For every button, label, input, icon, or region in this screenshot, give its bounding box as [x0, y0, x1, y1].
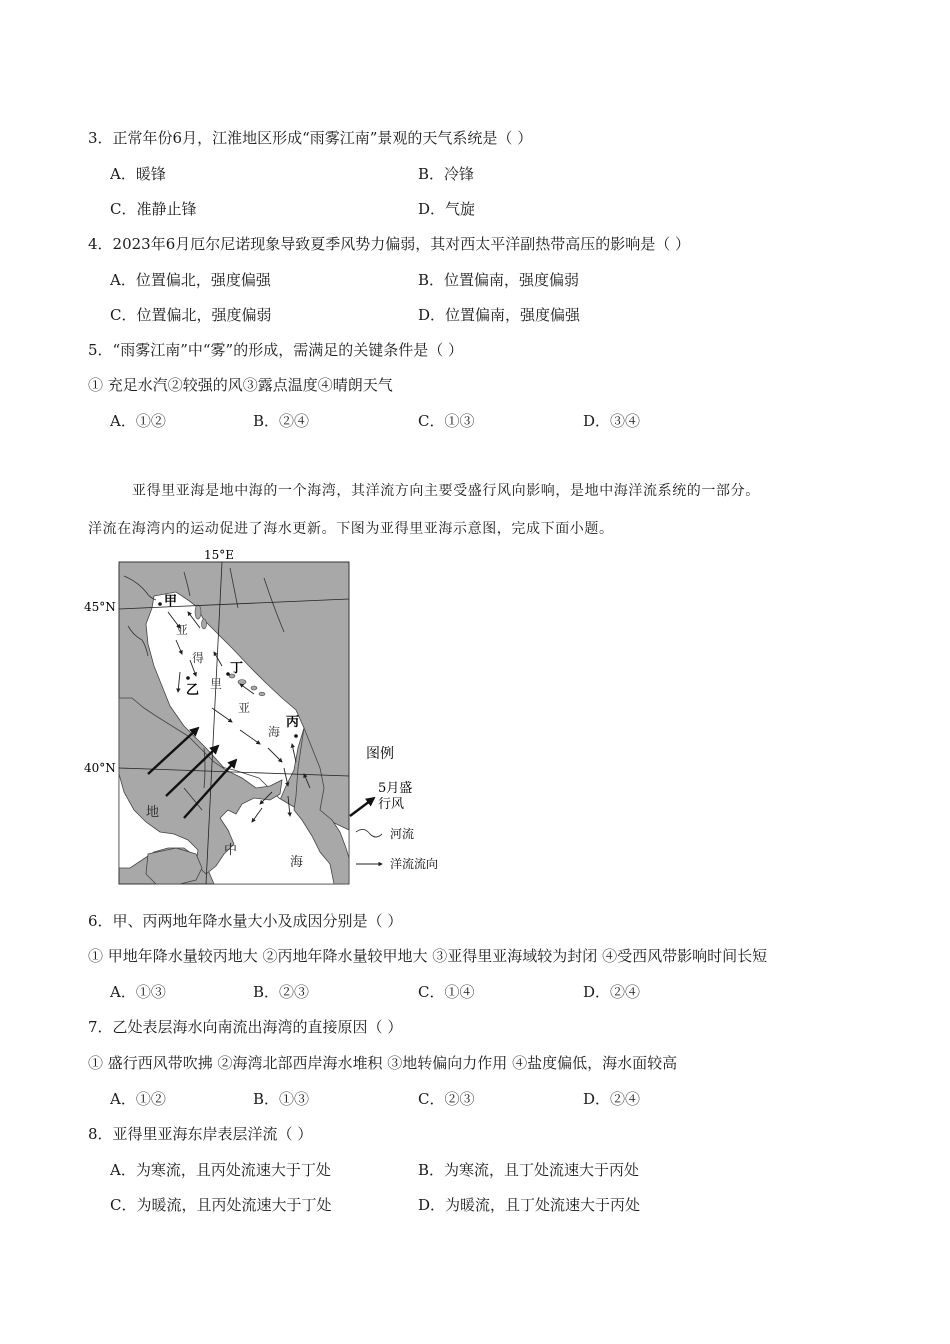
q8-option-d: D．为暖流，且丁处流速大于丙处 [418, 1196, 641, 1214]
sicily-island [146, 848, 202, 884]
lat-label-45n: 45°N [84, 600, 116, 614]
lon-label-15e: 15°E [204, 548, 235, 562]
q4-option-d: D．位置偏南，强度偏强 [418, 306, 581, 324]
sea-char-4: 亚 [238, 701, 251, 715]
legend-current-label: 洋流流向 [390, 857, 439, 871]
place-ding: 丁 [230, 661, 244, 676]
question-6-stem: 6．甲、丙两地年降水量大小及成因分别是（ ） [88, 912, 403, 930]
q4-option-a: A．位置偏北，强度偏强 [110, 271, 271, 289]
lat-label-40n: 40°N [84, 761, 116, 775]
q6-option-c: C．①④ [418, 983, 475, 1001]
adriatic-sea-map [84, 548, 464, 890]
map-legend [350, 746, 438, 871]
sea-char-3: 里 [210, 677, 223, 691]
q6-option-b: B．②③ [253, 983, 310, 1001]
q3-option-a: A．暖锋 [110, 165, 166, 183]
passage-line-1: 亚得里亚海是地中海的一个海湾，其洋流方向主要受盛行风向影响，是地中海洋流系统的一部分。 [132, 483, 760, 499]
legend-wind-label-1: 5月盛 [378, 781, 413, 796]
question-6-conditions: ① 甲地年降水量较丙地大 ②丙地年降水量较甲地大 ③亚得里亚海域较为封闭 ④受西风带影响时间长短 [88, 947, 768, 965]
question-7-stem: 7．乙处表层海水向南流出海湾的直接原因（ ） [88, 1018, 403, 1036]
question-5-stem: 5．“雨雾江南”中“雾”的形成，需满足的关键条件是（ ） [88, 341, 463, 359]
question-3-stem: 3．正常年份6月，江淮地区形成“雨雾江南”景观的天气系统是（ ） [88, 129, 533, 147]
passage-line-2: 洋流在海湾内的运动促进了海水更新。下图为亚得里亚海示意图，完成下面小题。 [88, 521, 614, 537]
q5-option-a: A．①② [110, 412, 166, 430]
q6-option-d: D．②④ [583, 983, 641, 1001]
question-5-conditions: ① 充足水汽②较强的风③露点温度④晴朗天气 [88, 376, 393, 394]
land-char-3: 海 [290, 855, 304, 870]
q8-option-b: B．为寒流，且丁处流速大于丙处 [418, 1161, 640, 1179]
q4-option-c: C．位置偏北，强度偏弱 [110, 306, 272, 324]
sea-char-1: 亚 [176, 623, 189, 637]
place-jia: 甲 [164, 594, 178, 609]
land-char-1: 地 [146, 805, 160, 820]
q3-option-d: D．气旋 [418, 200, 476, 218]
legend-wind-label-2: 行风 [378, 797, 405, 812]
q5-option-b: B．②④ [253, 412, 310, 430]
question-8-stem: 8．亚得里亚海东岸表层洋流（ ） [88, 1125, 313, 1143]
place-bing: 丙 [286, 715, 300, 730]
legend-wind-icon [350, 798, 374, 816]
q8-option-a: A．为寒流，且丙处流速大于丁处 [110, 1161, 331, 1179]
question-4-stem: 4．2023年6月厄尔尼诺现象导致夏季风势力偏弱，其对西太平洋副热带高压的影响是（ ） [88, 235, 691, 253]
q7-option-c: C．②③ [418, 1090, 475, 1108]
q7-option-d: D．②④ [583, 1090, 641, 1108]
q8-option-c: C．为暖流，且丙处流速大于丁处 [110, 1196, 332, 1214]
legend-river-icon [356, 829, 382, 837]
q3-option-b: B．冷锋 [418, 165, 475, 183]
q5-option-c: C．①③ [418, 412, 475, 430]
question-7-conditions: ① 盛行西风带吹拂 ②海湾北部西岸海水堆积 ③地转偏向力作用 ④盐度偏低，海水面较高 [88, 1054, 678, 1072]
sea-char-5: 海 [268, 725, 281, 739]
land-char-2: 中 [224, 843, 238, 858]
place-yi: 乙 [186, 683, 200, 698]
q3-option-c: C．准静止锋 [110, 200, 197, 218]
q5-option-d: D．③④ [583, 412, 641, 430]
sea-char-2: 得 [192, 651, 205, 665]
q7-option-a: A．①② [110, 1090, 166, 1108]
q4-option-b: B．位置偏南，强度偏弱 [418, 271, 580, 289]
q6-option-a: A．①③ [110, 983, 166, 1001]
legend-title: 图例 [366, 746, 394, 762]
q7-option-b: B．①③ [253, 1090, 310, 1108]
legend-river-label: 河流 [390, 827, 415, 841]
